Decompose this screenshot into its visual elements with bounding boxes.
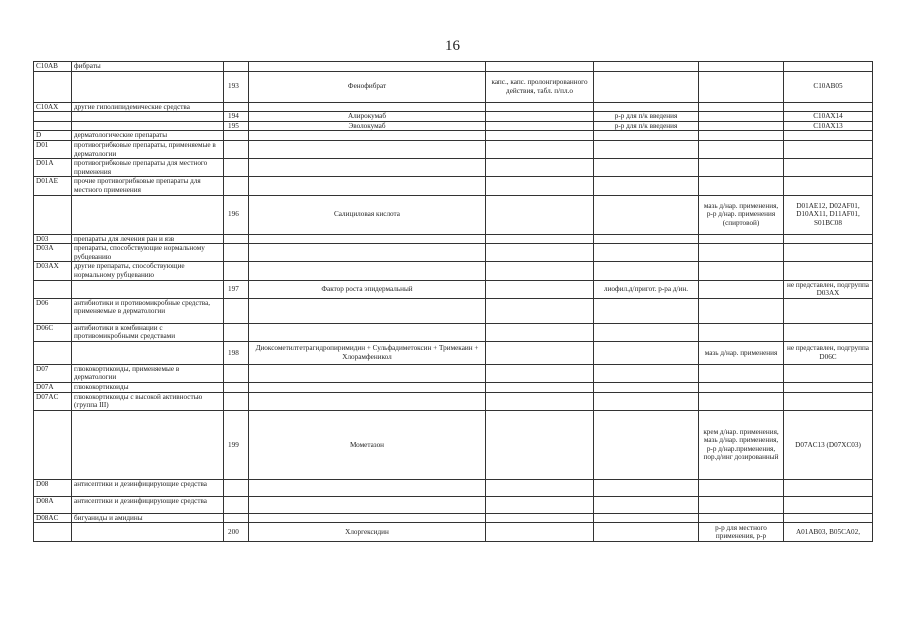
cell-f7 <box>699 177 784 195</box>
cell-atc: A01AB03, B05CA02, <box>784 523 873 542</box>
table-row <box>34 177 873 195</box>
cell-form <box>486 410 594 479</box>
cell-group <box>72 121 224 131</box>
cell-form <box>486 364 594 382</box>
cell-code: D07AC <box>34 392 72 410</box>
cell-f7 <box>699 71 784 102</box>
cell-f6 <box>594 392 699 410</box>
cell-num: 198 <box>224 341 249 364</box>
cell-name <box>249 513 486 523</box>
cell-f6 <box>594 341 699 364</box>
table-row <box>34 131 873 141</box>
cell-code: D01A <box>34 159 72 177</box>
drug-table <box>33 61 873 542</box>
cell-f7 <box>699 280 784 298</box>
cell-group <box>72 71 224 102</box>
cell-atc: C10AB05 <box>784 71 873 102</box>
cell-atc <box>784 513 873 523</box>
cell-f6: р-р для п/к введения <box>594 112 699 122</box>
cell-name: Мометазон <box>249 410 486 479</box>
cell-f6 <box>594 383 699 393</box>
cell-num <box>224 364 249 382</box>
cell-num <box>224 102 249 112</box>
table-row <box>34 234 873 244</box>
cell-num <box>224 479 249 496</box>
cell-code <box>34 410 72 479</box>
cell-code <box>34 121 72 131</box>
table-row <box>34 195 873 234</box>
cell-code: D08AC <box>34 513 72 523</box>
cell-f6 <box>594 140 699 158</box>
cell-f6 <box>594 298 699 323</box>
cell-num <box>224 392 249 410</box>
cell-f7: мазь д/нар. применения, р-р д/нар. применения (спиртовой) <box>699 195 784 234</box>
cell-atc: не представлен, подгруппа D03AX <box>784 280 873 298</box>
cell-code: D03A <box>34 244 72 262</box>
cell-f6 <box>594 234 699 244</box>
cell-f6 <box>594 523 699 542</box>
cell-num: 200 <box>224 523 249 542</box>
cell-num <box>224 131 249 141</box>
cell-f6 <box>594 131 699 141</box>
cell-form <box>486 496 594 513</box>
cell-form <box>486 298 594 323</box>
cell-f6 <box>594 244 699 262</box>
cell-group: бигуаниды и амидины <box>72 513 224 523</box>
cell-form <box>486 102 594 112</box>
table-row <box>34 410 873 479</box>
cell-group: антисептики и дезинфицирующие средства <box>72 496 224 513</box>
cell-name <box>249 159 486 177</box>
cell-group <box>72 112 224 122</box>
cell-name: Салициловая кислота <box>249 195 486 234</box>
cell-name <box>249 244 486 262</box>
cell-form <box>486 131 594 141</box>
cell-form <box>486 341 594 364</box>
cell-name: Диоксометилтетрагидропиримидин + Сульфадиметоксин + Тримекаин + Хлорамфеникол <box>249 341 486 364</box>
cell-num <box>224 159 249 177</box>
cell-atc <box>784 244 873 262</box>
cell-form <box>486 479 594 496</box>
cell-code <box>34 195 72 234</box>
cell-name <box>249 383 486 393</box>
cell-name <box>249 234 486 244</box>
cell-form <box>486 323 594 341</box>
cell-f7 <box>699 392 784 410</box>
table-row <box>34 244 873 262</box>
cell-f7 <box>699 121 784 131</box>
cell-form <box>486 244 594 262</box>
cell-f7 <box>699 244 784 262</box>
cell-code: D03 <box>34 234 72 244</box>
cell-f6 <box>594 177 699 195</box>
cell-num: 199 <box>224 410 249 479</box>
cell-group: антисептики и дезинфицирующие средства <box>72 479 224 496</box>
cell-f6 <box>594 364 699 382</box>
cell-atc <box>784 298 873 323</box>
cell-atc: C10AX13 <box>784 121 873 131</box>
table-row <box>34 62 873 72</box>
cell-code <box>34 280 72 298</box>
cell-group: препараты, способствующие нормальному рубцеванию <box>72 244 224 262</box>
cell-f7 <box>699 112 784 122</box>
cell-num <box>224 323 249 341</box>
cell-code <box>34 112 72 122</box>
cell-f7 <box>699 102 784 112</box>
cell-name: Фенофибрат <box>249 71 486 102</box>
cell-f6 <box>594 513 699 523</box>
cell-f7 <box>699 323 784 341</box>
cell-f6 <box>594 195 699 234</box>
cell-code: C10AX <box>34 102 72 112</box>
table-row <box>34 341 873 364</box>
cell-f6 <box>594 496 699 513</box>
cell-f7 <box>699 298 784 323</box>
table-row <box>34 383 873 393</box>
cell-name: Алирокумаб <box>249 112 486 122</box>
table-row <box>34 364 873 382</box>
cell-form <box>486 383 594 393</box>
cell-group: прочие противогрибковые препараты для местного применения <box>72 177 224 195</box>
cell-f6 <box>594 62 699 72</box>
cell-f7 <box>699 159 784 177</box>
cell-name: Фактор роста эпидермальный <box>249 280 486 298</box>
cell-f7 <box>699 234 784 244</box>
cell-form <box>486 234 594 244</box>
cell-group: противогрибковые препараты для местного применения <box>72 159 224 177</box>
cell-atc: не представлен, подгруппа D06C <box>784 341 873 364</box>
cell-num <box>224 244 249 262</box>
cell-code: D <box>34 131 72 141</box>
cell-code: D01AE <box>34 177 72 195</box>
cell-f6: р-р для п/к введения <box>594 121 699 131</box>
cell-form <box>486 523 594 542</box>
cell-atc <box>784 364 873 382</box>
cell-f6 <box>594 102 699 112</box>
cell-f6 <box>594 262 699 280</box>
cell-form <box>486 62 594 72</box>
cell-atc <box>784 177 873 195</box>
cell-f7 <box>699 364 784 382</box>
cell-form <box>486 262 594 280</box>
table-row <box>34 323 873 341</box>
cell-atc <box>784 323 873 341</box>
cell-atc <box>784 392 873 410</box>
cell-num <box>224 62 249 72</box>
cell-group <box>72 410 224 479</box>
table-row <box>34 280 873 298</box>
table-row <box>34 298 873 323</box>
cell-f6 <box>594 159 699 177</box>
cell-atc <box>784 234 873 244</box>
cell-f7 <box>699 140 784 158</box>
cell-name <box>249 102 486 112</box>
cell-atc <box>784 140 873 158</box>
cell-group: препараты для лечения ран и язв <box>72 234 224 244</box>
table-row <box>34 121 873 131</box>
cell-name <box>249 131 486 141</box>
table-row <box>34 262 873 280</box>
cell-code <box>34 71 72 102</box>
cell-name <box>249 364 486 382</box>
cell-atc <box>784 496 873 513</box>
cell-code: D06C <box>34 323 72 341</box>
cell-name <box>249 323 486 341</box>
cell-form <box>486 159 594 177</box>
cell-group: фибраты <box>72 62 224 72</box>
cell-num: 193 <box>224 71 249 102</box>
cell-code: D07 <box>34 364 72 382</box>
cell-f7: р-р для местного применения, р-р <box>699 523 784 542</box>
cell-group <box>72 280 224 298</box>
cell-name <box>249 262 486 280</box>
cell-f7 <box>699 131 784 141</box>
cell-form <box>486 392 594 410</box>
cell-name <box>249 496 486 513</box>
cell-name <box>249 140 486 158</box>
cell-group <box>72 341 224 364</box>
cell-name <box>249 177 486 195</box>
cell-f6 <box>594 71 699 102</box>
cell-atc <box>784 262 873 280</box>
cell-num <box>224 383 249 393</box>
cell-group: глюкокортикоиды с высокой активностью (группа III) <box>72 392 224 410</box>
cell-f7 <box>699 496 784 513</box>
cell-f7 <box>699 479 784 496</box>
table-row <box>34 479 873 496</box>
cell-f7: мазь д/нар. применения <box>699 341 784 364</box>
cell-group: противогрибковые препараты, применяемые в дерматологии <box>72 140 224 158</box>
cell-group: глюкокортикоиды, применяемые в дерматологии <box>72 364 224 382</box>
table-row <box>34 523 873 542</box>
cell-f7 <box>699 262 784 280</box>
cell-code: C10AB <box>34 62 72 72</box>
cell-form <box>486 513 594 523</box>
cell-f6 <box>594 323 699 341</box>
cell-group: антибиотики и противомикробные средства, применяемые в дерматологии <box>72 298 224 323</box>
cell-atc <box>784 62 873 72</box>
cell-name <box>249 298 486 323</box>
cell-num: 194 <box>224 112 249 122</box>
cell-group <box>72 523 224 542</box>
cell-f7 <box>699 513 784 523</box>
table-row <box>34 159 873 177</box>
cell-code: D03AX <box>34 262 72 280</box>
cell-form <box>486 280 594 298</box>
table-row <box>34 392 873 410</box>
cell-f7 <box>699 383 784 393</box>
cell-group <box>72 195 224 234</box>
cell-atc: D07AC13 (D07XC03) <box>784 410 873 479</box>
cell-num <box>224 496 249 513</box>
cell-code: D08A <box>34 496 72 513</box>
cell-f6 <box>594 410 699 479</box>
cell-num: 196 <box>224 195 249 234</box>
cell-atc: D01AE12, D02AF01, D10AX11, D11AF01, S01BC08 <box>784 195 873 234</box>
cell-num <box>224 234 249 244</box>
cell-f6: лиофил.д/пригот. р-ра д/ин. <box>594 280 699 298</box>
cell-atc: C10AX14 <box>784 112 873 122</box>
cell-code: D01 <box>34 140 72 158</box>
cell-form <box>486 177 594 195</box>
cell-form <box>486 121 594 131</box>
cell-form <box>486 140 594 158</box>
cell-code: D06 <box>34 298 72 323</box>
cell-group: другие препараты, способствующие нормальному рубцеванию <box>72 262 224 280</box>
cell-code: D07A <box>34 383 72 393</box>
table-row <box>34 140 873 158</box>
cell-form: капс., капс. пролонгированного действия, табл. п/пл.о <box>486 71 594 102</box>
cell-f6 <box>594 479 699 496</box>
cell-atc <box>784 131 873 141</box>
cell-name <box>249 392 486 410</box>
cell-code: D08 <box>34 479 72 496</box>
table-row <box>34 513 873 523</box>
cell-code <box>34 523 72 542</box>
cell-name: Хлоргексидин <box>249 523 486 542</box>
cell-atc <box>784 102 873 112</box>
cell-num <box>224 298 249 323</box>
page-number: 16 <box>445 38 460 54</box>
cell-group: другие гиполипидемические средства <box>72 102 224 112</box>
cell-num <box>224 177 249 195</box>
cell-form <box>486 195 594 234</box>
table-row <box>34 496 873 513</box>
cell-group: антибиотики в комбинации с противомикробными средствами <box>72 323 224 341</box>
cell-group: дерматологические препараты <box>72 131 224 141</box>
cell-atc <box>784 159 873 177</box>
table-row <box>34 112 873 122</box>
cell-num: 195 <box>224 121 249 131</box>
cell-code <box>34 341 72 364</box>
cell-num <box>224 262 249 280</box>
cell-num <box>224 513 249 523</box>
cell-num <box>224 140 249 158</box>
cell-f7: крем д/нар. применения, мазь д/нар. применения, р-р д/нар.применения, пор.д/инг дозированный <box>699 410 784 479</box>
cell-form <box>486 112 594 122</box>
cell-atc <box>784 479 873 496</box>
cell-num: 197 <box>224 280 249 298</box>
cell-name: Эволокумаб <box>249 121 486 131</box>
cell-name <box>249 62 486 72</box>
cell-atc <box>784 383 873 393</box>
table-row <box>34 102 873 112</box>
cell-name <box>249 479 486 496</box>
cell-f7 <box>699 62 784 72</box>
table-row <box>34 71 873 102</box>
cell-group: глюкокортикоиды <box>72 383 224 393</box>
